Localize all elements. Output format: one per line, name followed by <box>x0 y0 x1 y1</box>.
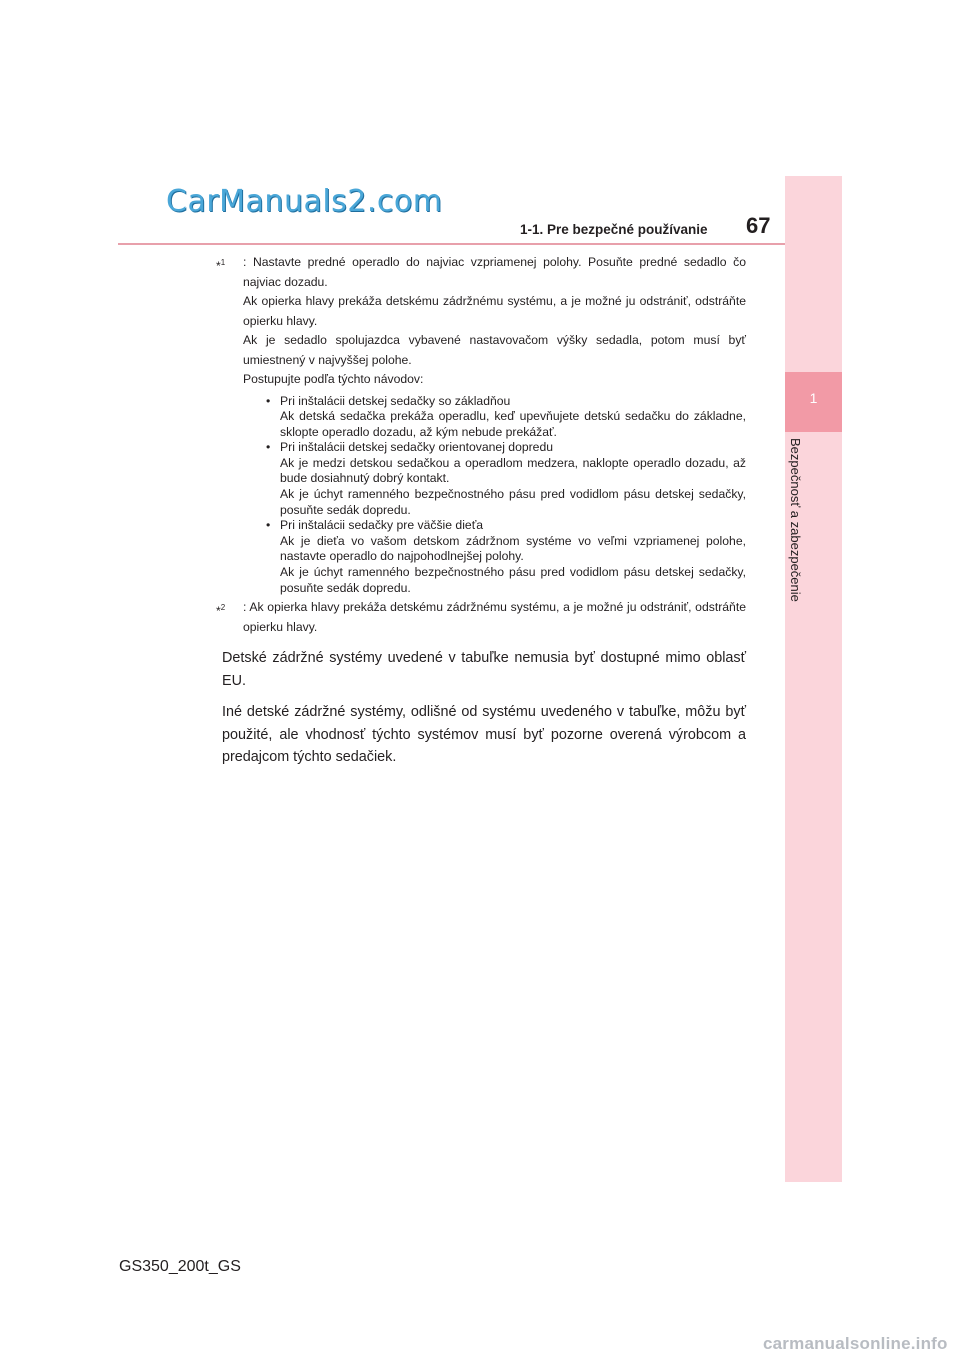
list-item-text: Ak je úchyt ramenného bezpečnostného pásu pred vodidlom pásu detskej sedačky, posuňte sedák dopredu. <box>280 565 746 595</box>
watermark-footer: carmanualsonline.info <box>763 1334 948 1353</box>
footnote-2 <box>216 598 746 637</box>
list-item-text: Ak je úchyt ramenného bezpečnostného pásu pred vodidlom pásu detskej sedačky, posuňte sedák dopredu. <box>280 487 746 517</box>
list-item-title: • Pri inštalácii sedačky pre väčšie dieťa <box>280 518 746 534</box>
footnote-1-paragraph: Ak opierka hlavy prekáža detskému zádržnému systému, a je možné ju odstrániť, odstráňte opierku hlavy. <box>243 294 746 328</box>
footnote-2-paragraph: : Ak opierka hlavy prekáža detskému zádržnému systému, a je možné ju odstrániť, odstráňte opierku hlavy. <box>243 600 746 634</box>
chapter-title: Bezpečnosť a zabezpečenie <box>788 438 803 602</box>
footnote-1-marker <box>216 253 225 277</box>
footnote-number: 1 <box>220 258 226 267</box>
list-item-title: • Pri inštalácii detskej sedačky orientovanej dopredu <box>280 440 746 456</box>
list-item-text: Ak detská sedačka prekáža operadlu, keď upevňujete detskú sedačku do základne, sklopte operadlo dozadu, až kým nebude prekážať. <box>280 409 746 439</box>
body-paragraph: Iné detské zádržné systémy, odlišné od systému uvedeného v tabuľke, môžu byť použité, ale vhodnosť týchto systémov musí byť pozorne overená výrobcom a predajcom týchto sedačiek. <box>222 704 746 766</box>
footnote-1-paragraph: Ak je sedadlo spolujazdca vybavené nastavovačom výšky sedadla, potom musí byť umiestnený v najvyššej polohe. <box>243 333 746 367</box>
watermark-logo: CarManuals2.com <box>166 184 443 219</box>
list-item <box>259 394 746 441</box>
footnote-2-marker <box>216 598 225 622</box>
list-item <box>259 440 746 518</box>
footnote-number: 2 <box>220 603 226 613</box>
instruction-list <box>243 394 746 597</box>
footnote-asterisk: * <box>216 259 221 274</box>
footnote-1 <box>216 253 746 596</box>
footnote-asterisk: * <box>216 604 221 619</box>
header-divider <box>118 243 840 245</box>
list-item-text: Ak je medzi detskou sedačkou a operadlom medzera, naklopte operadlo dozadu, až bude dosiahnutý dobrý kontakt. <box>280 455 746 486</box>
list-item <box>259 518 746 596</box>
section-header: 1-1. Pre bezpečné používanie <box>520 222 708 237</box>
chapter-number: 1 <box>809 390 818 406</box>
list-item-text: Ak je dieťa vo vašom detskom zádržnom systéme vo veľmi vzpriamenej polohe, nastavte operadlo do najpohodlnejšej polohy. <box>280 533 746 564</box>
footnote-1-paragraph: : Nastavte predné operadlo do najviac vzpriamenej polohy. Posuňte predné sedadlo čo najviac dozadu. <box>243 255 746 289</box>
model-code: GS350_200t_GS <box>119 1258 241 1275</box>
page-content <box>216 253 746 769</box>
page-number: 67 <box>746 213 771 238</box>
body-paragraph: Detské zádržné systémy uvedené v tabuľke nemusia byť dostupné mimo oblasť EU. <box>222 650 746 689</box>
footnote-1-paragraph: Postupujte podľa týchto návodov: <box>243 372 424 386</box>
chapter-side-band <box>785 176 842 1182</box>
list-item-title: • Pri inštalácii detskej sedačky so základňou <box>280 394 746 410</box>
